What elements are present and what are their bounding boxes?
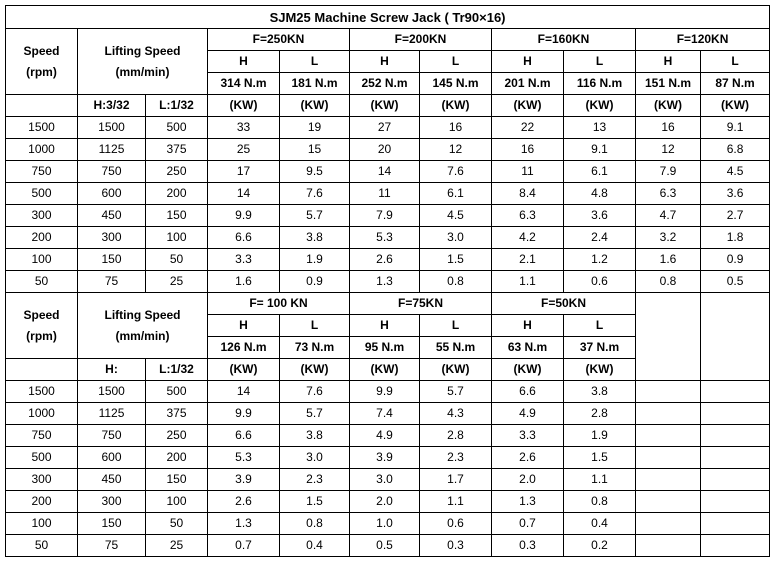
power-cell: 2.3 bbox=[280, 469, 350, 491]
lift-l-cell: 100 bbox=[146, 491, 208, 513]
load-header: F=120KN bbox=[636, 29, 770, 51]
empty-cell bbox=[701, 293, 770, 381]
torque-header: 116 N.m bbox=[564, 73, 636, 95]
lift-l-cell: 150 bbox=[146, 469, 208, 491]
power-cell: 3.3 bbox=[492, 425, 564, 447]
power-cell: 2.6 bbox=[208, 491, 280, 513]
kw-header: (KW) bbox=[208, 359, 280, 381]
table-row bbox=[6, 381, 770, 403]
power-cell: 5.7 bbox=[420, 381, 492, 403]
table-row bbox=[6, 183, 770, 205]
load-header: F=200KN bbox=[350, 29, 492, 51]
power-cell: 16 bbox=[492, 139, 564, 161]
power-cell: 0.6 bbox=[564, 271, 636, 293]
rpm-label: (rpm) bbox=[26, 64, 57, 79]
l-header: L bbox=[280, 315, 350, 337]
power-cell: 25 bbox=[208, 139, 280, 161]
torque-header: 95 N.m bbox=[350, 337, 420, 359]
power-cell: 4.7 bbox=[636, 205, 701, 227]
power-cell: 5.7 bbox=[280, 205, 350, 227]
lift-h-cell: 450 bbox=[78, 205, 146, 227]
power-cell: 6.3 bbox=[636, 183, 701, 205]
power-cell: 9.5 bbox=[280, 161, 350, 183]
table-row bbox=[6, 161, 770, 183]
power-cell: 1.6 bbox=[636, 249, 701, 271]
lift-h-cell: 1500 bbox=[78, 381, 146, 403]
kw-header: (KW) bbox=[420, 359, 492, 381]
h-header: H bbox=[208, 315, 280, 337]
lifting-speed-header bbox=[78, 29, 208, 95]
power-cell: 20 bbox=[350, 139, 420, 161]
lift-h-cell: 1125 bbox=[78, 403, 146, 425]
power-cell: 1.8 bbox=[701, 227, 770, 249]
power-cell: 8.4 bbox=[492, 183, 564, 205]
lift-h-cell: 1500 bbox=[78, 117, 146, 139]
h-ratio-header: H: bbox=[78, 359, 146, 381]
torque-header: 201 N.m bbox=[492, 73, 564, 95]
top-header-row-units bbox=[6, 95, 770, 117]
power-cell: 0.3 bbox=[420, 535, 492, 557]
empty-cell bbox=[636, 403, 701, 425]
table-row bbox=[6, 425, 770, 447]
power-cell: 7.6 bbox=[280, 381, 350, 403]
power-cell: 9.9 bbox=[208, 403, 280, 425]
empty-cell bbox=[701, 447, 770, 469]
mm-min-label: (mm/min) bbox=[115, 64, 170, 79]
power-cell: 3.9 bbox=[350, 447, 420, 469]
h-header: H bbox=[208, 51, 280, 73]
l-ratio-header: L:1/32 bbox=[146, 95, 208, 117]
table-row bbox=[6, 117, 770, 139]
power-cell: 1.3 bbox=[350, 271, 420, 293]
power-cell: 0.2 bbox=[564, 535, 636, 557]
power-cell: 0.5 bbox=[350, 535, 420, 557]
power-cell: 0.5 bbox=[701, 271, 770, 293]
power-cell: 16 bbox=[636, 117, 701, 139]
lift-l-cell: 50 bbox=[146, 513, 208, 535]
power-cell: 14 bbox=[350, 161, 420, 183]
speed-cell: 100 bbox=[6, 513, 78, 535]
lift-l-cell: 100 bbox=[146, 227, 208, 249]
mm-min-label: (mm/min) bbox=[115, 328, 170, 343]
power-cell: 1.7 bbox=[420, 469, 492, 491]
torque-header: 73 N.m bbox=[280, 337, 350, 359]
h-header: H bbox=[350, 315, 420, 337]
lift-l-cell: 25 bbox=[146, 535, 208, 557]
power-cell: 2.0 bbox=[350, 491, 420, 513]
h-header: H bbox=[492, 315, 564, 337]
empty-cell bbox=[636, 425, 701, 447]
lifting-speed-label: Lifting Speed bbox=[104, 43, 181, 58]
power-cell: 3.3 bbox=[208, 249, 280, 271]
speed-header bbox=[6, 293, 78, 359]
power-cell: 0.9 bbox=[701, 249, 770, 271]
power-cell: 0.8 bbox=[420, 271, 492, 293]
lift-h-cell: 750 bbox=[78, 425, 146, 447]
power-cell: 1.3 bbox=[208, 513, 280, 535]
torque-header: 63 N.m bbox=[492, 337, 564, 359]
h-ratio-header: H:3/32 bbox=[78, 95, 146, 117]
lift-h-cell: 75 bbox=[78, 535, 146, 557]
load-header: F= 100 KN bbox=[208, 293, 350, 315]
power-cell: 1.9 bbox=[280, 249, 350, 271]
power-cell: 3.0 bbox=[350, 469, 420, 491]
speed-cell: 50 bbox=[6, 271, 78, 293]
speed-header bbox=[6, 29, 78, 95]
power-cell: 14 bbox=[208, 183, 280, 205]
kw-header: (KW) bbox=[280, 95, 350, 117]
power-cell: 3.8 bbox=[280, 227, 350, 249]
power-cell: 1.1 bbox=[564, 469, 636, 491]
empty-cell bbox=[636, 469, 701, 491]
power-cell: 12 bbox=[420, 139, 492, 161]
power-cell: 5.3 bbox=[208, 447, 280, 469]
l-header: L bbox=[420, 51, 492, 73]
lift-h-cell: 300 bbox=[78, 491, 146, 513]
empty-cell bbox=[636, 293, 701, 381]
bottom-data-rows bbox=[6, 381, 770, 557]
power-cell: 6.6 bbox=[208, 425, 280, 447]
lift-l-cell: 250 bbox=[146, 161, 208, 183]
torque-header: 181 N.m bbox=[280, 73, 350, 95]
power-cell: 11 bbox=[492, 161, 564, 183]
power-cell: 0.6 bbox=[420, 513, 492, 535]
empty-cell bbox=[701, 425, 770, 447]
power-cell: 0.7 bbox=[208, 535, 280, 557]
table-row bbox=[6, 205, 770, 227]
empty-cell bbox=[636, 447, 701, 469]
power-cell: 1.1 bbox=[420, 491, 492, 513]
table-row bbox=[6, 535, 770, 557]
table-row bbox=[6, 469, 770, 491]
lift-l-cell: 250 bbox=[146, 425, 208, 447]
power-cell: 11 bbox=[350, 183, 420, 205]
screw-jack-spec-table bbox=[5, 5, 770, 557]
power-cell: 22 bbox=[492, 117, 564, 139]
power-cell: 33 bbox=[208, 117, 280, 139]
power-cell: 4.2 bbox=[492, 227, 564, 249]
power-cell: 19 bbox=[280, 117, 350, 139]
power-cell: 2.3 bbox=[420, 447, 492, 469]
power-cell: 3.6 bbox=[564, 205, 636, 227]
lift-h-cell: 600 bbox=[78, 447, 146, 469]
empty-cell bbox=[701, 513, 770, 535]
power-cell: 9.1 bbox=[564, 139, 636, 161]
kw-header: (KW) bbox=[208, 95, 280, 117]
speed-cell: 300 bbox=[6, 205, 78, 227]
speed-cell: 200 bbox=[6, 227, 78, 249]
power-cell: 0.7 bbox=[492, 513, 564, 535]
power-cell: 2.8 bbox=[564, 403, 636, 425]
power-cell: 15 bbox=[280, 139, 350, 161]
empty-cell bbox=[636, 381, 701, 403]
power-cell: 1.3 bbox=[492, 491, 564, 513]
power-cell: 0.3 bbox=[492, 535, 564, 557]
empty-cell bbox=[701, 403, 770, 425]
l-header: L bbox=[701, 51, 770, 73]
power-cell: 4.3 bbox=[420, 403, 492, 425]
power-cell: 13 bbox=[564, 117, 636, 139]
speed-cell: 50 bbox=[6, 535, 78, 557]
torque-header: 87 N.m bbox=[701, 73, 770, 95]
h-header: H bbox=[492, 51, 564, 73]
power-cell: 2.7 bbox=[701, 205, 770, 227]
lift-l-cell: 50 bbox=[146, 249, 208, 271]
power-cell: 3.8 bbox=[280, 425, 350, 447]
table-row bbox=[6, 491, 770, 513]
lift-l-cell: 200 bbox=[146, 183, 208, 205]
power-cell: 1.5 bbox=[564, 447, 636, 469]
torque-header: 314 N.m bbox=[208, 73, 280, 95]
kw-header: (KW) bbox=[280, 359, 350, 381]
lift-h-cell: 600 bbox=[78, 183, 146, 205]
speed-cell: 500 bbox=[6, 447, 78, 469]
load-header: F=50KN bbox=[492, 293, 636, 315]
kw-header: (KW) bbox=[350, 359, 420, 381]
lift-h-cell: 750 bbox=[78, 161, 146, 183]
load-header: F=75KN bbox=[350, 293, 492, 315]
power-cell: 3.6 bbox=[701, 183, 770, 205]
torque-header: 145 N.m bbox=[420, 73, 492, 95]
speed-cell: 1000 bbox=[6, 139, 78, 161]
lift-l-cell: 375 bbox=[146, 139, 208, 161]
power-cell: 0.8 bbox=[564, 491, 636, 513]
power-cell: 3.0 bbox=[280, 447, 350, 469]
l-header: L bbox=[420, 315, 492, 337]
lift-l-cell: 500 bbox=[146, 117, 208, 139]
power-cell: 5.3 bbox=[350, 227, 420, 249]
table-title: SJM25 Machine Screw Jack ( Tr90×16) bbox=[6, 6, 770, 29]
power-cell: 4.5 bbox=[701, 161, 770, 183]
kw-header: (KW) bbox=[492, 359, 564, 381]
rpm-label: (rpm) bbox=[26, 328, 57, 343]
power-cell: 0.8 bbox=[280, 513, 350, 535]
power-cell: 2.4 bbox=[564, 227, 636, 249]
speed-cell: 300 bbox=[6, 469, 78, 491]
power-cell: 6.6 bbox=[492, 381, 564, 403]
power-cell: 2.6 bbox=[492, 447, 564, 469]
table-row bbox=[6, 271, 770, 293]
power-cell: 6.1 bbox=[420, 183, 492, 205]
speed-cell: 1500 bbox=[6, 381, 78, 403]
bottom-header bbox=[6, 293, 770, 381]
load-header: F=250KN bbox=[208, 29, 350, 51]
torque-header: 126 N.m bbox=[208, 337, 280, 359]
lift-h-cell: 150 bbox=[78, 513, 146, 535]
power-cell: 3.9 bbox=[208, 469, 280, 491]
lift-h-cell: 75 bbox=[78, 271, 146, 293]
power-cell: 1.6 bbox=[208, 271, 280, 293]
table-row bbox=[6, 403, 770, 425]
title-row bbox=[6, 6, 770, 29]
torque-header: 252 N.m bbox=[350, 73, 420, 95]
kw-header: (KW) bbox=[636, 95, 701, 117]
power-cell: 6.6 bbox=[208, 227, 280, 249]
power-cell: 6.8 bbox=[701, 139, 770, 161]
table-row bbox=[6, 227, 770, 249]
power-cell: 3.8 bbox=[564, 381, 636, 403]
speed-cell: 1500 bbox=[6, 117, 78, 139]
power-cell: 1.5 bbox=[420, 249, 492, 271]
empty-cell bbox=[636, 535, 701, 557]
power-cell: 5.7 bbox=[280, 403, 350, 425]
power-cell: 3.0 bbox=[420, 227, 492, 249]
lift-h-cell: 1125 bbox=[78, 139, 146, 161]
power-cell: 16 bbox=[420, 117, 492, 139]
lift-l-cell: 25 bbox=[146, 271, 208, 293]
power-cell: 3.2 bbox=[636, 227, 701, 249]
power-cell: 2.0 bbox=[492, 469, 564, 491]
lift-l-cell: 500 bbox=[146, 381, 208, 403]
empty-cell bbox=[701, 535, 770, 557]
speed-label: Speed bbox=[23, 43, 60, 58]
table-row bbox=[6, 513, 770, 535]
kw-header: (KW) bbox=[420, 95, 492, 117]
power-cell: 9.9 bbox=[208, 205, 280, 227]
power-cell: 1.5 bbox=[280, 491, 350, 513]
empty-cell bbox=[701, 491, 770, 513]
h-header: H bbox=[636, 51, 701, 73]
l-ratio-header: L:1/32 bbox=[146, 359, 208, 381]
lift-h-cell: 150 bbox=[78, 249, 146, 271]
power-cell: 0.4 bbox=[280, 535, 350, 557]
top-data-rows bbox=[6, 117, 770, 293]
power-cell: 7.9 bbox=[636, 161, 701, 183]
power-cell: 17 bbox=[208, 161, 280, 183]
power-cell: 9.9 bbox=[350, 381, 420, 403]
power-cell: 0.4 bbox=[564, 513, 636, 535]
empty-cell bbox=[701, 469, 770, 491]
h-header: H bbox=[350, 51, 420, 73]
power-cell: 4.9 bbox=[350, 425, 420, 447]
speed-cell: 1000 bbox=[6, 403, 78, 425]
power-cell: 7.9 bbox=[350, 205, 420, 227]
empty-cell bbox=[6, 95, 78, 117]
power-cell: 7.6 bbox=[280, 183, 350, 205]
power-cell: 9.1 bbox=[701, 117, 770, 139]
speed-cell: 500 bbox=[6, 183, 78, 205]
kw-header: (KW) bbox=[564, 359, 636, 381]
torque-header: 151 N.m bbox=[636, 73, 701, 95]
kw-header: (KW) bbox=[701, 95, 770, 117]
empty-cell bbox=[701, 381, 770, 403]
power-cell: 1.1 bbox=[492, 271, 564, 293]
power-cell: 12 bbox=[636, 139, 701, 161]
load-header: F=160KN bbox=[492, 29, 636, 51]
lift-h-cell: 300 bbox=[78, 227, 146, 249]
l-header: L bbox=[280, 51, 350, 73]
power-cell: 4.8 bbox=[564, 183, 636, 205]
power-cell: 2.8 bbox=[420, 425, 492, 447]
power-cell: 1.2 bbox=[564, 249, 636, 271]
kw-header: (KW) bbox=[492, 95, 564, 117]
power-cell: 6.3 bbox=[492, 205, 564, 227]
table-row bbox=[6, 139, 770, 161]
speed-label: Speed bbox=[23, 307, 60, 322]
torque-header: 55 N.m bbox=[420, 337, 492, 359]
kw-header: (KW) bbox=[564, 95, 636, 117]
lifting-speed-label: Lifting Speed bbox=[104, 307, 181, 322]
bottom-header-row-load bbox=[6, 293, 770, 315]
empty-cell bbox=[636, 513, 701, 535]
power-cell: 14 bbox=[208, 381, 280, 403]
l-header: L bbox=[564, 51, 636, 73]
top-header-row-load bbox=[6, 29, 770, 51]
power-cell: 4.5 bbox=[420, 205, 492, 227]
speed-cell: 750 bbox=[6, 425, 78, 447]
lifting-speed-header bbox=[78, 293, 208, 359]
power-cell: 2.6 bbox=[350, 249, 420, 271]
lift-l-cell: 150 bbox=[146, 205, 208, 227]
power-cell: 7.4 bbox=[350, 403, 420, 425]
table-body bbox=[6, 6, 770, 117]
speed-cell: 750 bbox=[6, 161, 78, 183]
speed-cell: 200 bbox=[6, 491, 78, 513]
power-cell: 2.1 bbox=[492, 249, 564, 271]
kw-header: (KW) bbox=[350, 95, 420, 117]
table-row bbox=[6, 249, 770, 271]
power-cell: 0.9 bbox=[280, 271, 350, 293]
empty-cell bbox=[6, 359, 78, 381]
torque-header: 37 N.m bbox=[564, 337, 636, 359]
power-cell: 6.1 bbox=[564, 161, 636, 183]
lift-l-cell: 200 bbox=[146, 447, 208, 469]
power-cell: 7.6 bbox=[420, 161, 492, 183]
empty-cell bbox=[636, 491, 701, 513]
power-cell: 27 bbox=[350, 117, 420, 139]
lift-h-cell: 450 bbox=[78, 469, 146, 491]
power-cell: 0.8 bbox=[636, 271, 701, 293]
power-cell: 1.9 bbox=[564, 425, 636, 447]
table-row bbox=[6, 447, 770, 469]
speed-cell: 100 bbox=[6, 249, 78, 271]
lift-l-cell: 375 bbox=[146, 403, 208, 425]
l-header: L bbox=[564, 315, 636, 337]
power-cell: 1.0 bbox=[350, 513, 420, 535]
power-cell: 4.9 bbox=[492, 403, 564, 425]
